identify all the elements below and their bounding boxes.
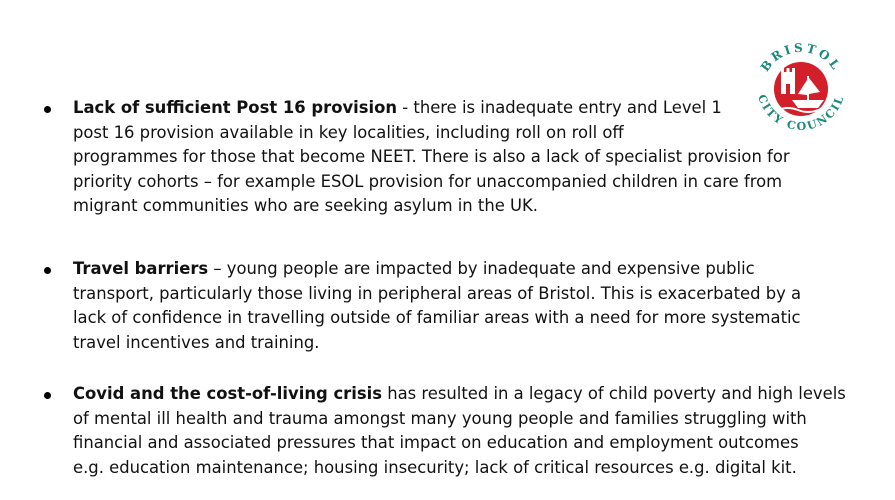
bullet-line <box>73 257 853 282</box>
bullet-line: post 16 provision available in key localities, including roll on roll off <box>73 122 624 142</box>
bullet-line: of mental ill health and trauma amongst many young people and families struggling with <box>73 408 807 428</box>
logo-top-text: BRISTOL <box>757 40 845 75</box>
bullet-covid-cost-of-living <box>73 382 868 480</box>
bullet-heading: Travel barriers <box>73 259 209 278</box>
logo-bottom-text: CITY COUNCIL <box>755 92 847 134</box>
bullet-line: migrant communities who are seeking asylum in the UK. <box>73 196 538 216</box>
bullet-text: has resulted in a legacy of child poverty and high levels <box>382 384 846 403</box>
bullet-dot <box>44 392 51 399</box>
bullet-line: priority cohorts – for example ESOL provision for unaccompanied children in care from <box>73 171 783 191</box>
bullet-text: - there is inadequate entry and Level 1 <box>397 98 722 117</box>
bullet-heading: Covid and the cost-of-living crisis <box>73 384 382 403</box>
bullet-travel-barriers <box>73 257 853 355</box>
bullet-line <box>73 96 833 121</box>
bullet-line: transport, particularly those living in peripheral areas of Bristol. This is exacerbated by a <box>73 283 802 303</box>
bullet-line: travel incentives and training. <box>73 332 320 352</box>
bullet-line: programmes for those that become NEET. There is also a lack of specialist provision for <box>73 147 790 167</box>
bullet-line: e.g. education maintenance; housing insecurity; lack of critical resources e.g. digital kit. <box>73 457 797 477</box>
bullet-line <box>73 382 868 407</box>
bullet-post16-provision <box>73 96 833 219</box>
bullet-heading: Lack of sufficient Post 16 provision <box>73 98 398 117</box>
bullet-dot <box>44 106 51 113</box>
bullet-line: financial and associated pressures that impact on education and employment outcomes <box>73 433 799 453</box>
bullet-line: lack of confidence in travelling outside of familiar areas with a need for more systematic <box>73 308 801 328</box>
bullet-dot <box>44 267 51 274</box>
bullet-text: – young people are impacted by inadequate and expensive public <box>208 259 755 278</box>
